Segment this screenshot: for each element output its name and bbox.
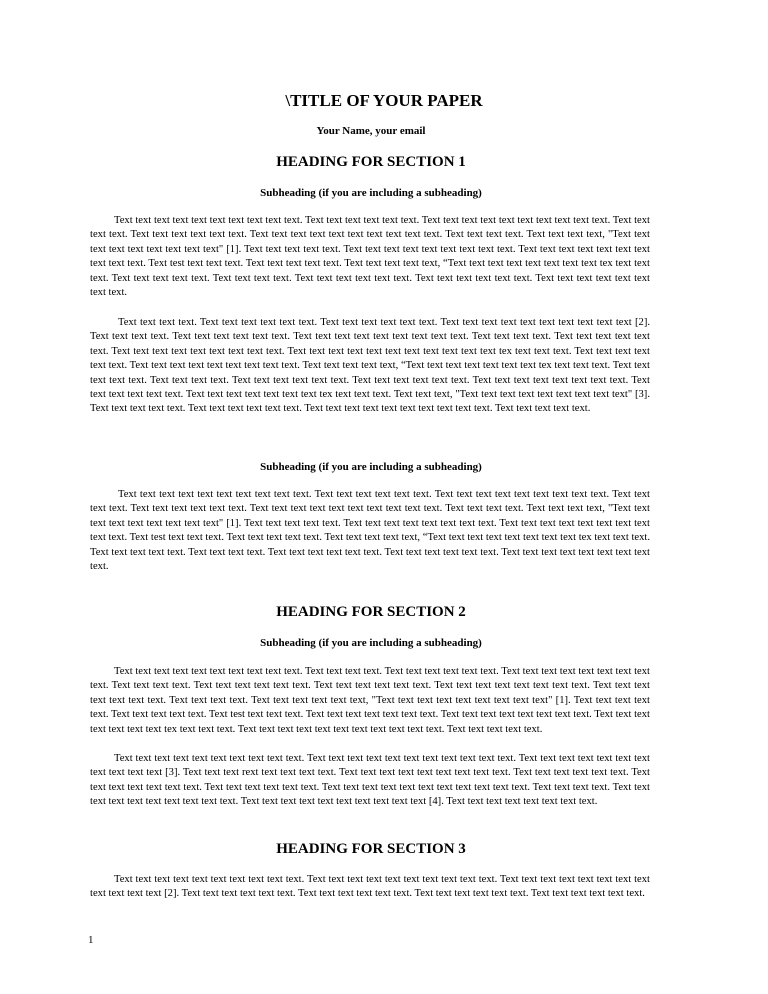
section-3-paragraph-1: Text text text text text text text text text text. Text text text text text text text text text text. Text text text text text text text text text text text text [2]. Text text text text text text. Text text text text text text. Text text text text text text. Text text text text text text. [90,874,650,900]
section-2-paragraph-2: Text text text text text text text text text text. Text text text text text text text text text text text. Text text text text text text text text text text text [3]. Text text text rext text text text text. Text text text text text text text text text. Text text text text text text. Text text text text text text text. Text text text text text text. Text text text text text text text text text text text. Text text text text. Text text text text text text text text text text. Text text text text text text text text text text [4]. Text text text text text text text text. [90,753,650,808]
section-1-paragraph-2: Text text text text. Text text text text text text. Text text text text text text. Text text text text text text text text text text [2]. Text text text text. Text text text text text text. Text text text text text text text text text. Text text text text. Text text text text text text. Text text text text text text text text text. Text text text text text text text text text text text tex text text text. Text text text text text text. Text text text text text text text text text. Text text text text text, “Text text text text text text text tex text text text. Text text text text text. Text text text text. Text text text text text text. Text text text text text text. Text text text text text text text text. Text text text text text text. Text text text text text text text tex text text text. Text text text, "Text text text text text text text text text" [3]. Text text text text text. Text text text text text text. Text text text text text text text text text text. Text text text text text. [90,317,650,415]
section-2-subheading-1: Subheading (if you are including a subheading) [260,637,482,649]
section-2-paragraph-1: Text text text text text text text text text text. Text text text text. Text text text text text text. Text text text text text text text text text. Text text text text. Text text text text text text. Text text text text text text. Text text text text text text text text. Text text text text text text text. Text text text text. Text text text text text text, "Text text text text text text text text text" [1]. Text text text text text. Text text text text text. Text test text text text. Text text text text text text text. Text text text text text text text text. Text text text text text text text tex text text text. Text text text text text text text text text text text. Text text text text text. [90,666,650,735]
section-1-paragraph-1: Text text text text text text text text text text. Text text text text text text. Text text text text text text text text text text. Text text text text. Text text text text text text. Text text text text text text text text text text. Text text text text. Text text text text, "Text text text text text text text text text" [1]. Text text text text text. Text text text text text text text text text. Text text text text text text text text text text. Text test text text text. Text text text text text. Text text text text text, “Text text text text text text text text tex text text text. Text text text text text. Text text text text. Text text text text text text. Text text text text text text. Text text text text text text text text. [90,215,650,299]
section-1-heading: HEADING FOR SECTION 1 [276,154,466,170]
section-1-subheading-2: Subheading (if you are including a subheading) [260,461,482,473]
author-line: Your Name, your email [316,125,426,137]
section-1-subheading-1: Subheading (if you are including a subheading) [260,187,482,199]
section-3-heading: HEADING FOR SECTION 3 [276,841,466,857]
section-2-heading: HEADING FOR SECTION 2 [276,604,466,620]
section-1-paragraph-3: Text text text text text text text text text text. Text text text text text text. Text text text text text text text text text. Text text text text. Text text text text text text. Text text text text text text text text text text. Text text text text. Text text text text, "Text text text text text text text text text" [1]. Text text text text text. Text text text text text text text text. Text text text text text text text text text text. Text test text text text. Text text text text text. Text text text text text, “Text text text text text text text text tex text text text. Text text text text text. Text text text text. Text text text text text text. Text text text text text text. Text text text text text text text text text. [90,489,650,573]
paper-title: \TITLE OF YOUR PAPER [285,91,483,110]
page-number: 1 [88,934,94,946]
